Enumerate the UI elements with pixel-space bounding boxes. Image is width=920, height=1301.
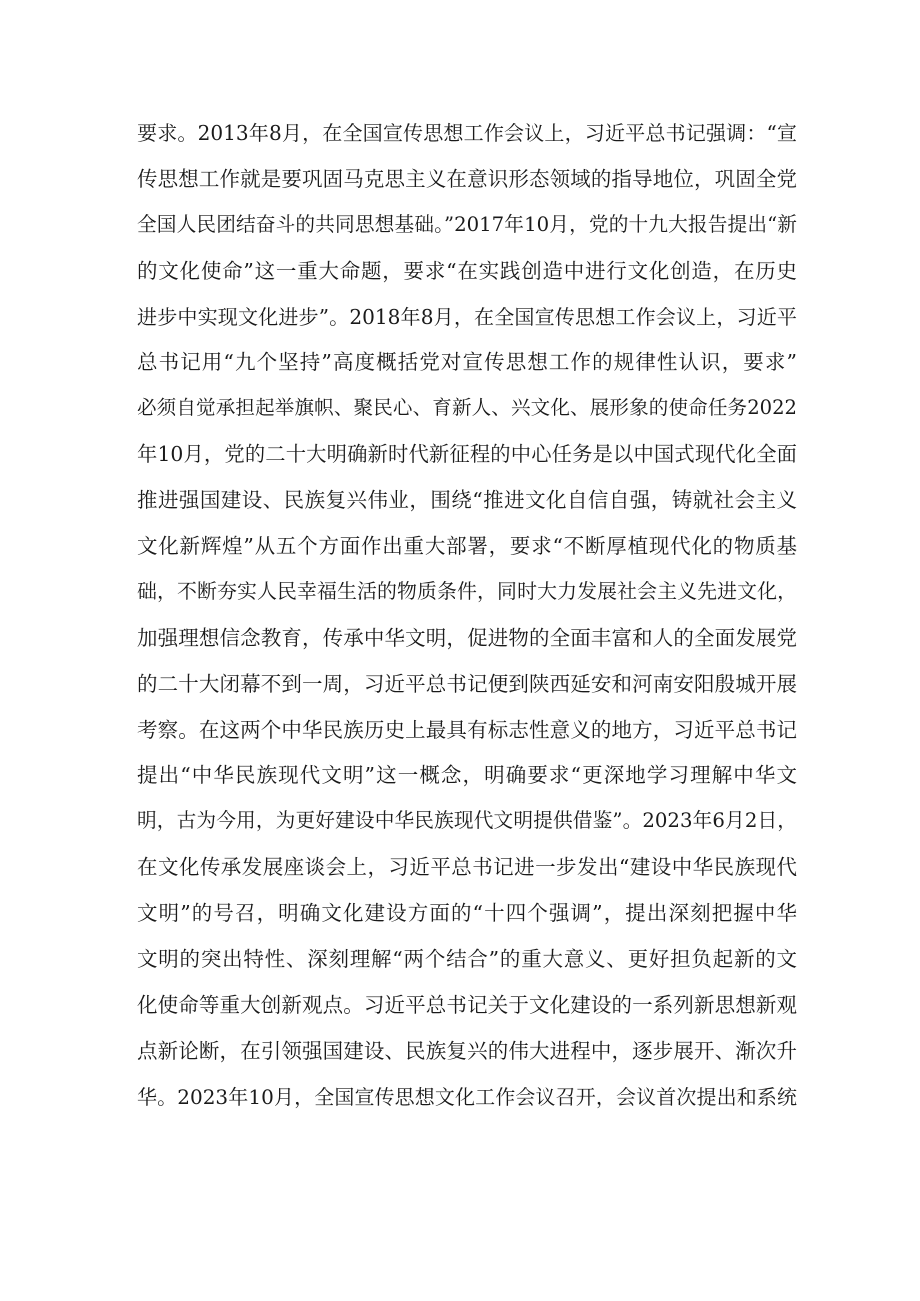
text-line: 化使命等重大创新观点。习近平总书记关于文化建设的一系列新思想新观 [137, 992, 797, 1017]
text-line: 提出“中华民族现代文明”这一概念，明确要求“更深地学习理解中华文 [137, 763, 797, 788]
text-line: 考察。在这两个中华民族历史上最具有标志性意义的地方，习近平总书记 [137, 717, 797, 742]
text-line: 础，不断夯实人民幸福生活的物质条件，同时大力发展社会主义先进文化， [137, 579, 797, 603]
body-text [137, 113, 797, 1123]
text-line: 年10月，党的二十大明确新时代新征程的中心任务是以中国式现代化全面 [137, 442, 797, 467]
text-line: 总书记用“九个坚持”高度概括党对宣传思想工作的规律性认识，要求” [137, 350, 797, 375]
text-line: 要求。2013年8月，在全国宣传思想工作会议上，习近平总书记强调：“宣 [137, 121, 797, 145]
text-line: 推进强国建设、民族复兴伟业，围绕“推进文化自信自强，铸就社会主义 [137, 488, 797, 513]
text-line: 进步中实现文化进步”。2018年8月，在全国宣传思想工作会议上，习近平 [137, 304, 797, 329]
text-line: 传思想工作就是要巩固马克思主义在意识形态领域的指导地位，巩固全党 [137, 166, 797, 191]
text-line: 在文化传承发展座谈会上，习近平总书记进一步发出“建设中华民族现代 [137, 855, 797, 880]
text-line: 华。2023年10月，全国宣传思想文化工作会议召开，会议首次提出和系统 [137, 1084, 797, 1109]
text-line: 全国人民团结奋斗的共同思想基础。”2017年10月，党的十九大报告提出“新 [137, 212, 797, 236]
text-line: 文化新辉煌”从五个方面作出重大部署，要求“不断厚植现代化的物质基 [137, 534, 797, 559]
text-line: 的二十大闭幕不到一周，习近平总书记便到陕西延安和河南安阳殷城开展 [137, 671, 797, 696]
text-line: 加强理想信念教育，传承中华文明，促进物的全面丰富和人的全面发展党 [137, 625, 797, 650]
text-line: 文明的突出特性、深刻理解“两个结合”的重大意义、更好担负起新的文 [137, 947, 797, 972]
text-line: 明，古为今用，为更好建设中华民族现代文明提供借鉴”。2023年6月2日， [137, 809, 797, 833]
text-line: 必须自觉承担起举旗帜、聚民心、育新人、兴文化、展形象的使命任务2022 [137, 396, 797, 420]
text-line: 的文化使命”这一重大命题，要求“在实践创造中进行文化创造，在历史 [137, 258, 797, 283]
text-line: 点新论断，在引领强国建设、民族复兴的伟大进程中，逐步展开、渐次升 [137, 1038, 797, 1063]
text-line: 文明”的号召，明确文化建设方面的“十四个强调”，提出深刻把握中华 [137, 901, 797, 926]
